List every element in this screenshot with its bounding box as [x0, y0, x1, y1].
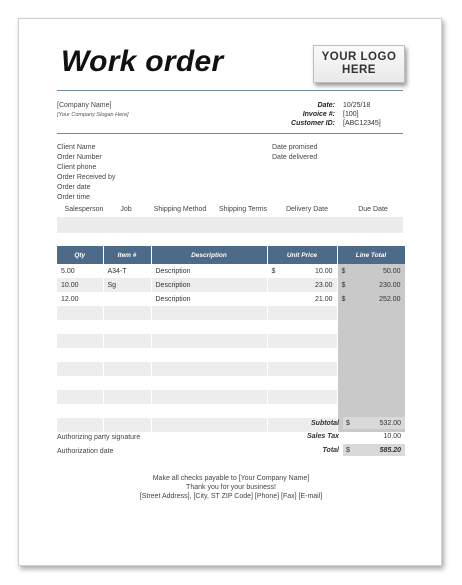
salesperson-header: Salesperson	[64, 206, 104, 213]
footer-contact: [Street Address], [City, ST ZIP Code] [Phone] [Fax] [E-mail]	[139, 493, 323, 500]
qty-header: Qty	[57, 246, 103, 264]
item-number-header: Item #	[103, 246, 151, 264]
unit-price-cell	[267, 278, 337, 292]
description-cell: Description	[151, 264, 267, 278]
line-total-cell	[337, 292, 405, 306]
currency-symbol: $	[341, 281, 346, 289]
date-delivered-label: Date delivered	[272, 154, 318, 161]
due-date-header: Due Date	[358, 206, 388, 213]
description-cell: Description	[151, 278, 267, 292]
unit-price-value: 21.00	[314, 295, 333, 303]
items-header-row	[57, 246, 405, 264]
empty-row[interactable]	[57, 320, 405, 334]
total-label: Total	[322, 447, 339, 454]
date-label: Date:	[317, 102, 335, 109]
line-total-cell	[337, 278, 405, 292]
page-title: Work order	[61, 45, 224, 78]
subtotal-label: Subtotal	[311, 420, 339, 427]
delivery-date-header: Delivery Date	[285, 206, 328, 213]
shipping-info-row[interactable]	[57, 217, 403, 233]
footer-checks-payable: Make all checks payable to [Your Company Name]	[152, 475, 310, 482]
order-received-by-label: Order Received by	[57, 174, 116, 181]
sales-tax-value: 10.00	[383, 433, 401, 440]
subtotal-value: 532.00	[379, 420, 401, 427]
date-value: 10/25/18	[343, 102, 371, 109]
invoice-value: [100]	[343, 111, 359, 118]
unit-price-value: 10.00	[314, 267, 333, 275]
work-order-page	[18, 18, 442, 566]
order-number-label: Order Number	[57, 154, 102, 161]
empty-row[interactable]	[57, 306, 405, 320]
shipping-terms-header: Shipping Terms	[218, 206, 268, 213]
logo-placeholder[interactable]	[313, 45, 405, 83]
header-divider	[57, 90, 403, 91]
customer-id-value: [ABC12345]	[343, 120, 381, 127]
table-row[interactable]	[57, 292, 405, 306]
subtotal-currency: $	[346, 420, 350, 427]
line-total-value: 252.00	[379, 295, 401, 303]
line-items-table	[57, 246, 406, 432]
order-time-label: Order time	[57, 194, 91, 201]
currency-symbol: $	[341, 295, 346, 303]
currency-symbol: $	[271, 267, 276, 275]
total-value: 585.20	[379, 447, 401, 454]
client-name-label: Client Name	[57, 144, 96, 151]
empty-row[interactable]	[57, 376, 405, 390]
logo-line-1: YOUR LOGO	[321, 51, 397, 63]
authorizing-signature-label: Authorizing party signature	[57, 434, 141, 441]
company-slogan: [Your Company Slogan Here]	[57, 112, 129, 118]
item-cell	[103, 292, 151, 306]
item-cell: A34-T	[103, 264, 151, 278]
sales-tax-label: Sales Tax	[306, 433, 339, 440]
line-total-cell	[337, 264, 405, 278]
unit-price-cell	[267, 292, 337, 306]
unit-price-header: Unit Price	[267, 246, 337, 264]
table-row[interactable]	[57, 264, 405, 278]
logo-line-2: HERE	[342, 64, 376, 76]
unit-price-value: 23.00	[314, 281, 333, 289]
meta-divider	[57, 133, 403, 134]
client-phone-label: Client phone	[57, 164, 97, 171]
qty-cell: 12.00	[57, 292, 103, 306]
currency-symbol: $	[341, 267, 346, 275]
company-name: [Company Name]	[57, 102, 112, 109]
item-cell: Sg	[103, 278, 151, 292]
qty-cell: 5.00	[57, 264, 103, 278]
authorization-date-label: Authorization date	[57, 448, 114, 455]
description-header: Description	[151, 246, 267, 264]
line-total-value: 50.00	[382, 267, 401, 275]
empty-row[interactable]	[57, 348, 405, 362]
job-header: Job	[120, 206, 132, 213]
empty-row[interactable]	[57, 404, 405, 418]
footer-thank-you: Thank you for your business!	[186, 484, 276, 491]
qty-cell: 10.00	[57, 278, 103, 292]
invoice-label: Invoice #:	[302, 111, 335, 118]
description-cell: Description	[151, 292, 267, 306]
table-row[interactable]	[57, 278, 405, 292]
line-total-value: 230.00	[379, 281, 401, 289]
date-promised-label: Date promised	[272, 144, 318, 151]
empty-row[interactable]	[57, 362, 405, 376]
customer-id-label: Customer ID:	[291, 120, 335, 127]
unit-price-cell	[267, 264, 337, 278]
empty-row[interactable]	[57, 334, 405, 348]
total-currency: $	[346, 447, 350, 454]
line-total-header: Line Total	[337, 246, 405, 264]
shipping-method-header: Shipping Method	[153, 206, 207, 213]
order-date-label: Order date	[57, 184, 91, 191]
empty-row[interactable]	[57, 390, 405, 404]
